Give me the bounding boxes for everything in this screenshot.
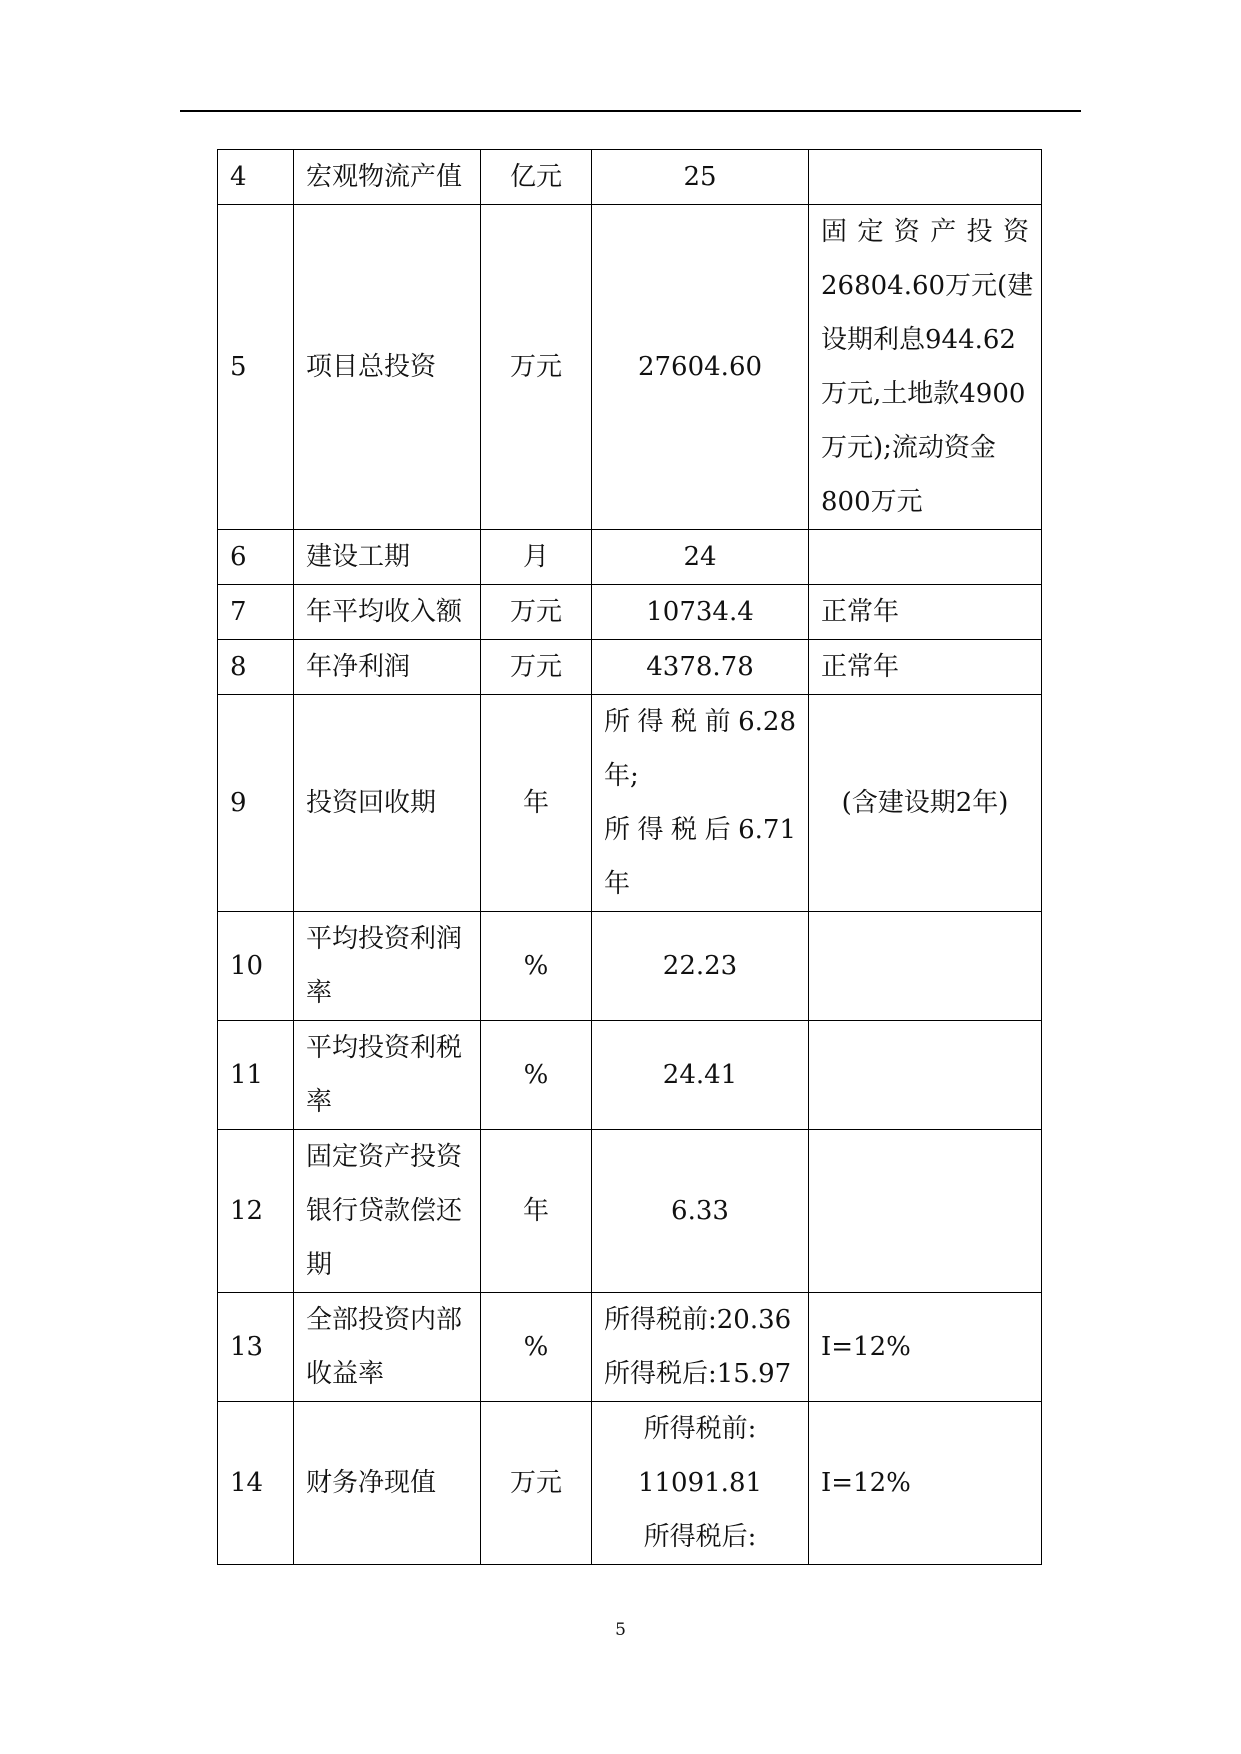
value: 6.33 (592, 1130, 809, 1293)
unit: % (481, 912, 592, 1021)
value: 25 (592, 150, 809, 205)
page-number: 5 (615, 1620, 626, 1640)
note: 固定资产投资 26804.60万元(建 设期利息944.62 万元,土地款4900 万元);流动资金 800万元 (809, 205, 1042, 530)
note (809, 150, 1042, 205)
note (809, 1021, 1042, 1130)
table-row (218, 695, 1042, 912)
table-row (218, 205, 1042, 530)
row-number: 11 (218, 1021, 294, 1130)
row-number: 13 (218, 1293, 294, 1402)
unit: 月 (481, 530, 592, 585)
row-number: 4 (218, 150, 294, 205)
row-number: 12 (218, 1130, 294, 1293)
item-name: 平均投资利润 率 (294, 912, 481, 1021)
value: 27604.60 (592, 205, 809, 530)
value: 24 (592, 530, 809, 585)
row-number: 6 (218, 530, 294, 585)
table-row (218, 640, 1042, 695)
item-name: 项目总投资 (294, 205, 481, 530)
table-row (218, 530, 1042, 585)
unit: 万元 (481, 640, 592, 695)
table-row (218, 1402, 1042, 1565)
row-number: 9 (218, 695, 294, 912)
row-number: 5 (218, 205, 294, 530)
value: 24.41 (592, 1021, 809, 1130)
indicator-table (217, 149, 1042, 1565)
item-name: 全部投资内部 收益率 (294, 1293, 481, 1402)
note (809, 530, 1042, 585)
row-number: 8 (218, 640, 294, 695)
note: I=12% (809, 1402, 1042, 1565)
item-name: 建设工期 (294, 530, 481, 585)
row-number: 10 (218, 912, 294, 1021)
item-name: 投资回收期 (294, 695, 481, 912)
note: (含建设期2年) (809, 695, 1042, 912)
table-row (218, 1293, 1042, 1402)
value: 4378.78 (592, 640, 809, 695)
item-name: 年净利润 (294, 640, 481, 695)
value: 所得税前: 11091.81 所得税后: (592, 1402, 809, 1565)
unit: 年 (481, 695, 592, 912)
unit: % (481, 1293, 592, 1402)
item-name: 固定资产投资 银行贷款偿还 期 (294, 1130, 481, 1293)
item-name: 年平均收入额 (294, 585, 481, 640)
unit: 万元 (481, 585, 592, 640)
note (809, 912, 1042, 1021)
unit: 万元 (481, 205, 592, 530)
table-row (218, 1130, 1042, 1293)
item-name: 财务净现值 (294, 1402, 481, 1565)
header-rule (180, 110, 1081, 112)
item-name: 宏观物流产值 (294, 150, 481, 205)
table-row (218, 912, 1042, 1021)
item-name: 平均投资利税 率 (294, 1021, 481, 1130)
unit: % (481, 1021, 592, 1130)
table-row (218, 150, 1042, 205)
table-row (218, 1021, 1042, 1130)
note: I=12% (809, 1293, 1042, 1402)
value: 22.23 (592, 912, 809, 1021)
row-number: 7 (218, 585, 294, 640)
unit: 万元 (481, 1402, 592, 1565)
note: 正常年 (809, 640, 1042, 695)
unit: 亿元 (481, 150, 592, 205)
value: 所得税前6.28 年; 所得税后6.71 年 (592, 695, 809, 912)
value: 10734.4 (592, 585, 809, 640)
value: 所得税前:20.36 所得税后:15.97 (592, 1293, 809, 1402)
table-row (218, 585, 1042, 640)
row-number: 14 (218, 1402, 294, 1565)
unit: 年 (481, 1130, 592, 1293)
note: 正常年 (809, 585, 1042, 640)
note (809, 1130, 1042, 1293)
